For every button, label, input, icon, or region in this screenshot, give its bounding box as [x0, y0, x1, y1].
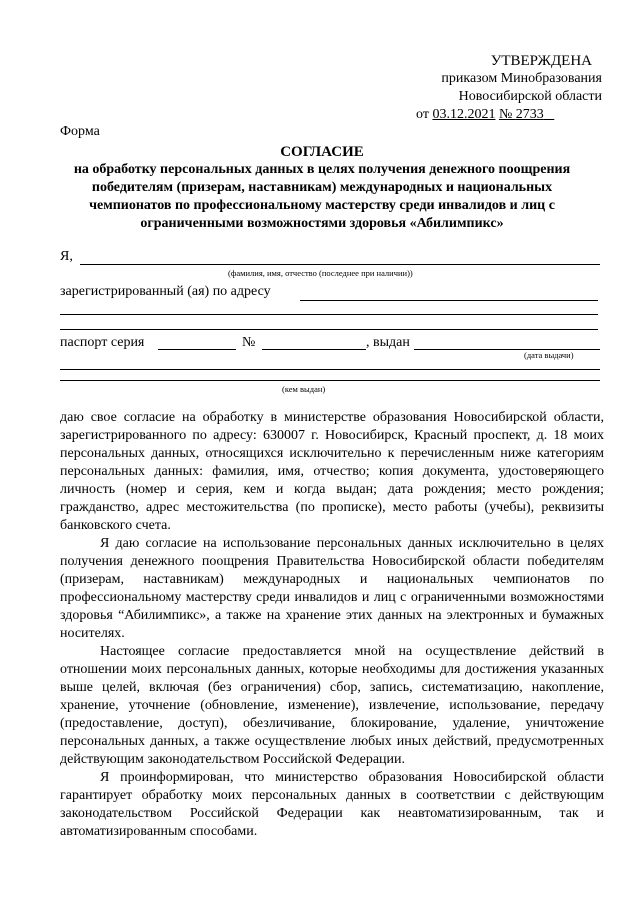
approval-title: УТВЕРЖДЕНА — [490, 53, 592, 69]
issued-by-line-2[interactable] — [60, 380, 600, 381]
paragraph-1: даю свое согласие на обработку в министерстве образования Новосибирской области, зарегистрированного по адресу: 630007 г. Новосибирск, Красный проспект, д. 18 моих персональных данных, относящихся исключительно к перечисленным ниже категориям персональных данных: фамилия, имя, отчество; копия документа, удостоверяющего личность (номер и серия, кем и когда выдан; дата рождения; место рождения; гражданство, адрес местожительства (по прописке), место работы (учебы), реквизиты банковского счета. — [60, 410, 604, 533]
issue-date-caption: (дата выдачи) — [524, 350, 574, 360]
name-caption: (фамилия, имя, отчество (последнее при наличии)) — [228, 268, 413, 278]
paragraph-3: Настоящее согласие предоставляется мной на осуществление действий в отношении моих персональных данных, которые необходимы для достижения указанных выше целей, включая (без ограничения) сбор, запись, систематизацию, накопление, хранение, уточнение (обновление, изменение), извлечение, использование, передачу (предоставление, доступ), обезличивание, блокирование, удаление, уничтожение персональных данных, а также осуществление любых иных действий, предусмотренных действующим законодательством Российской Федерации. — [60, 644, 604, 767]
passport-number-label: № — [242, 335, 256, 350]
issued-label: , выдан — [366, 335, 410, 350]
issued-by-caption: (кем выдан) — [282, 384, 326, 394]
issued-by-line-1[interactable] — [60, 369, 600, 370]
approval-from-prefix: от — [416, 107, 433, 122]
approval-line-2: Новосибирской области — [458, 89, 602, 104]
document-subtitle: на обработку персональных данных в целях получения денежного поощрения победителям (призерам, наставникам) международных и национальных чемпионатов по профессиональному мастерству среди инвалидов и лиц с ограниченными возможностями здоровья «Абилимпикс» — [73, 162, 571, 231]
passport-series-line[interactable] — [158, 349, 236, 350]
address-field-line-3[interactable] — [60, 329, 598, 330]
approval-number-sign: № — [498, 107, 516, 122]
i-label: Я, — [60, 249, 73, 264]
address-field-line-1[interactable] — [300, 300, 598, 301]
consent-body — [60, 409, 604, 841]
address-field-line-2[interactable] — [60, 314, 598, 315]
approval-order-line — [402, 106, 602, 124]
paragraph-2: Я даю согласие на использование персональных данных исключительно в целях получения денежного поощрения Правительства Новосибирской области победителям (призерам, наставникам) международных и национальных чемпионатов по профессиональному мастерству среди инвалидов и лиц с ограниченными возможностями здоровья “Абилимпикс», а также на хранение этих данных на электронных и бумажных носителях. — [60, 536, 604, 641]
approval-block — [402, 52, 602, 124]
form-label: Форма — [60, 124, 100, 139]
name-field-line[interactable] — [80, 264, 600, 265]
approval-number: 2733 — [515, 107, 544, 122]
passport-number-line[interactable] — [262, 349, 366, 350]
passport-series-label: паспорт серия — [60, 335, 145, 350]
document-heading — [56, 143, 588, 233]
paragraph-4: Я проинформирован, что министерство образования Новосибирской области гарантирует обработку моих персональных данных в соответствии с действующим законодательством Российской Федерации как неавтоматизированным, так и автоматизированным способами. — [60, 770, 604, 839]
address-label: зарегистрированный (ая) по адресу — [60, 284, 271, 299]
approval-line-1: приказом Минобразования — [441, 71, 602, 86]
document-title: СОГЛАСИЕ — [280, 144, 364, 160]
approval-number-trail — [544, 107, 555, 122]
approval-date: 03.12.2021 — [432, 107, 496, 122]
